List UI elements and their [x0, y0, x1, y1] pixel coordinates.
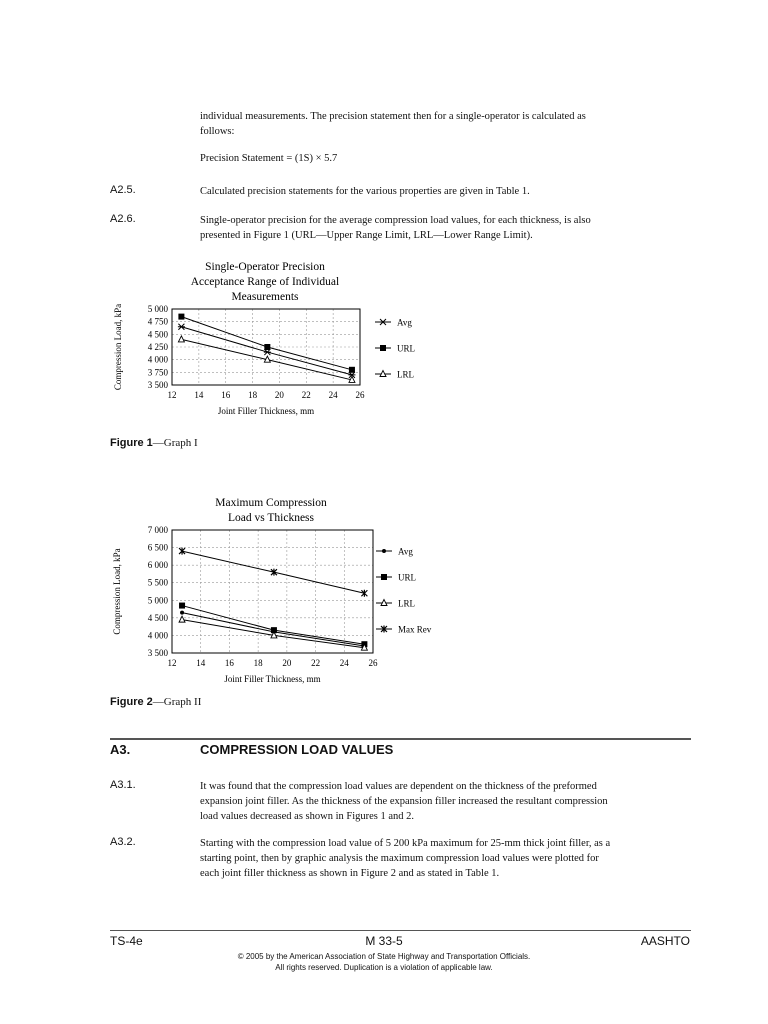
fig1-x-tick-label: 18 [248, 390, 258, 400]
fig1-y-tick-label: 4 750 [147, 316, 168, 327]
fig1-point-lrl [178, 336, 184, 342]
fig2-x-tick-label: 20 [282, 658, 292, 668]
section-text-a3-1-line-2: expansion joint filler. As the thickness of the expansion filler increased the resultant compression [200, 796, 608, 807]
section-text-a3-2-line-1: Starting with the compression load value of 5 200 kPa maximum for 25-mm thick joint filler, as a [200, 838, 611, 849]
fig1-legend-marker-avg [380, 319, 387, 325]
fig1-legend-label-lrl: LRL [397, 369, 414, 380]
fig2-y-tick-label: 5 500 [147, 577, 168, 588]
fig2-y-tick-label: 5 000 [147, 595, 168, 606]
figure-1-caption [110, 437, 198, 449]
fig2-x-tick-label: 14 [196, 658, 206, 668]
fig1-legend-label-url: URL [397, 343, 415, 354]
figure-1-chart [105, 255, 455, 425]
fig1-point-url [349, 367, 355, 373]
fig1-x-tick-label: 26 [355, 390, 365, 400]
section-number-a3-1: A3.1. [110, 779, 136, 791]
fig2-title-line-1: Maximum Compression [215, 497, 327, 509]
fig2-y-tick-label: 3 500 [147, 648, 168, 658]
section-number-a3-2: A3.2. [110, 836, 136, 848]
fig1-y-tick-label: 4 500 [147, 329, 168, 340]
section-text-a2-5-line-1: Calculated precision statements for the various properties are given in Table 1. [200, 186, 530, 197]
fig1-title-line-1: Single-Operator Precision [205, 261, 325, 273]
section-heading-a3: COMPRESSION LOAD VALUES [200, 742, 394, 757]
intro-line-1: individual measurements. The precision statement then for a single-operator is calculated as [200, 111, 586, 122]
section-text-a3-2-line-3: each joint filler thickness as shown in Figure 2 and as stated in Table 1. [200, 868, 500, 879]
fig1-y-axis-label: Compression Load, kPa [113, 303, 123, 391]
fig2-y-axis-label: Compression Load, kPa [112, 548, 122, 635]
precision-formula: Precision Statement = (1S) × 5.7 [200, 153, 338, 164]
fig1-x-axis-label: Joint Filler Thickness, mm [217, 406, 315, 416]
fig1-point-url [178, 314, 184, 320]
fig2-y-tick-label: 6 000 [147, 560, 168, 571]
copyright-line-1: © 2005 by the American Association of State Highway and Transportation Officials. [237, 952, 531, 961]
fig2-x-tick-label: 16 [224, 658, 234, 668]
fig2-legend-label-lrl: LRL [398, 598, 415, 609]
section-text-a3-1-line-3: load values decreased as shown in Figures 1 and 2. [200, 811, 415, 822]
fig2-x-tick-label: 12 [167, 658, 177, 668]
fig2-point-lrl [179, 616, 185, 622]
fig2-x-tick-label: 22 [311, 658, 321, 668]
fig2-y-tick-label: 4 500 [147, 612, 168, 623]
footer-rule [110, 930, 691, 931]
fig1-point-avg [178, 324, 185, 330]
figure-2-caption [110, 696, 201, 708]
figure-2-caption-label: Figure 2 [110, 696, 153, 708]
figure-1-caption-label: Figure 1 [110, 437, 153, 449]
footer-center: M 33-5 [365, 934, 403, 948]
fig1-x-tick-label: 12 [167, 390, 177, 400]
fig2-point-avg [180, 611, 184, 615]
fig1-title-line-2: Acceptance Range of Individual [190, 276, 340, 288]
fig1-x-tick-label: 14 [194, 390, 204, 400]
fig1-y-tick-label: 5 000 [147, 304, 168, 314]
footer-right: AASHTO [640, 934, 690, 948]
section-text-a2-6-line-2: presented in Figure 1 (URL—Upper Range Limit, LRL—Lower Range Limit). [200, 230, 533, 241]
fig2-point-url [179, 603, 185, 609]
fig1-legend-label-avg: Avg [397, 317, 412, 328]
fig1-y-tick-label: 3 500 [147, 380, 168, 390]
fig2-legend-label-url: URL [398, 572, 416, 583]
fig2-legend-label-avg: Avg [398, 546, 413, 557]
fig1-x-tick-label: 22 [301, 390, 311, 400]
section-number-a2-6: A2.6. [110, 213, 136, 225]
fig2-title-line-2: Load vs Thickness [227, 512, 315, 524]
fig2-y-tick-label: 4 000 [147, 630, 168, 641]
fig1-title-line-3: Measurements [231, 291, 299, 303]
fig1-y-tick-label: 4 000 [147, 354, 168, 365]
fig2-x-axis-label: Joint Filler Thickness, mm [224, 674, 321, 684]
figure-1-caption-text: —Graph I [152, 437, 198, 449]
fig1-x-tick-label: 24 [328, 390, 338, 400]
section-text-a2-6-line-1: Single-operator precision for the average compression load values, for each thickness, is also [200, 215, 591, 226]
section-number-a3: A3. [110, 742, 131, 757]
fig2-series-line-url [182, 606, 364, 645]
fig2-x-tick-label: 24 [339, 658, 349, 668]
fig2-legend-marker-url [381, 574, 387, 580]
footer-left: TS-4e [110, 934, 143, 948]
section-text-a3-2-line-2: starting point, then by graphic analysis the maximum compression load values were plotted for [200, 853, 599, 864]
fig1-x-tick-label: 20 [274, 390, 284, 400]
fig1-x-tick-label: 16 [221, 390, 231, 400]
figure-2-caption-text: —Graph II [152, 696, 202, 708]
fig2-x-tick-label: 26 [368, 658, 378, 668]
fig1-y-tick-label: 3 750 [147, 367, 168, 378]
fig2-y-tick-label: 7 000 [147, 525, 168, 535]
copyright-line-2: All rights reserved. Duplication is a violation of applicable law. [275, 963, 493, 972]
intro-line-2: follows: [200, 126, 235, 137]
fig2-x-tick-label: 18 [253, 658, 263, 668]
fig1-legend-marker-url [380, 345, 386, 351]
figure-2-chart [105, 490, 455, 690]
fig1-point-url [264, 344, 270, 350]
fig2-legend-marker-avg [382, 549, 386, 553]
fig1-y-tick-label: 4 250 [147, 342, 168, 352]
section-divider [110, 738, 691, 740]
section-number-a2-5: A2.5. [110, 184, 136, 196]
section-text-a3-1-line-1: It was found that the compression load values are dependent on the thickness of the preformed [200, 781, 597, 792]
fig2-y-tick-label: 6 500 [147, 542, 168, 553]
fig2-legend-label-max-rev: Max Rev [398, 624, 432, 635]
